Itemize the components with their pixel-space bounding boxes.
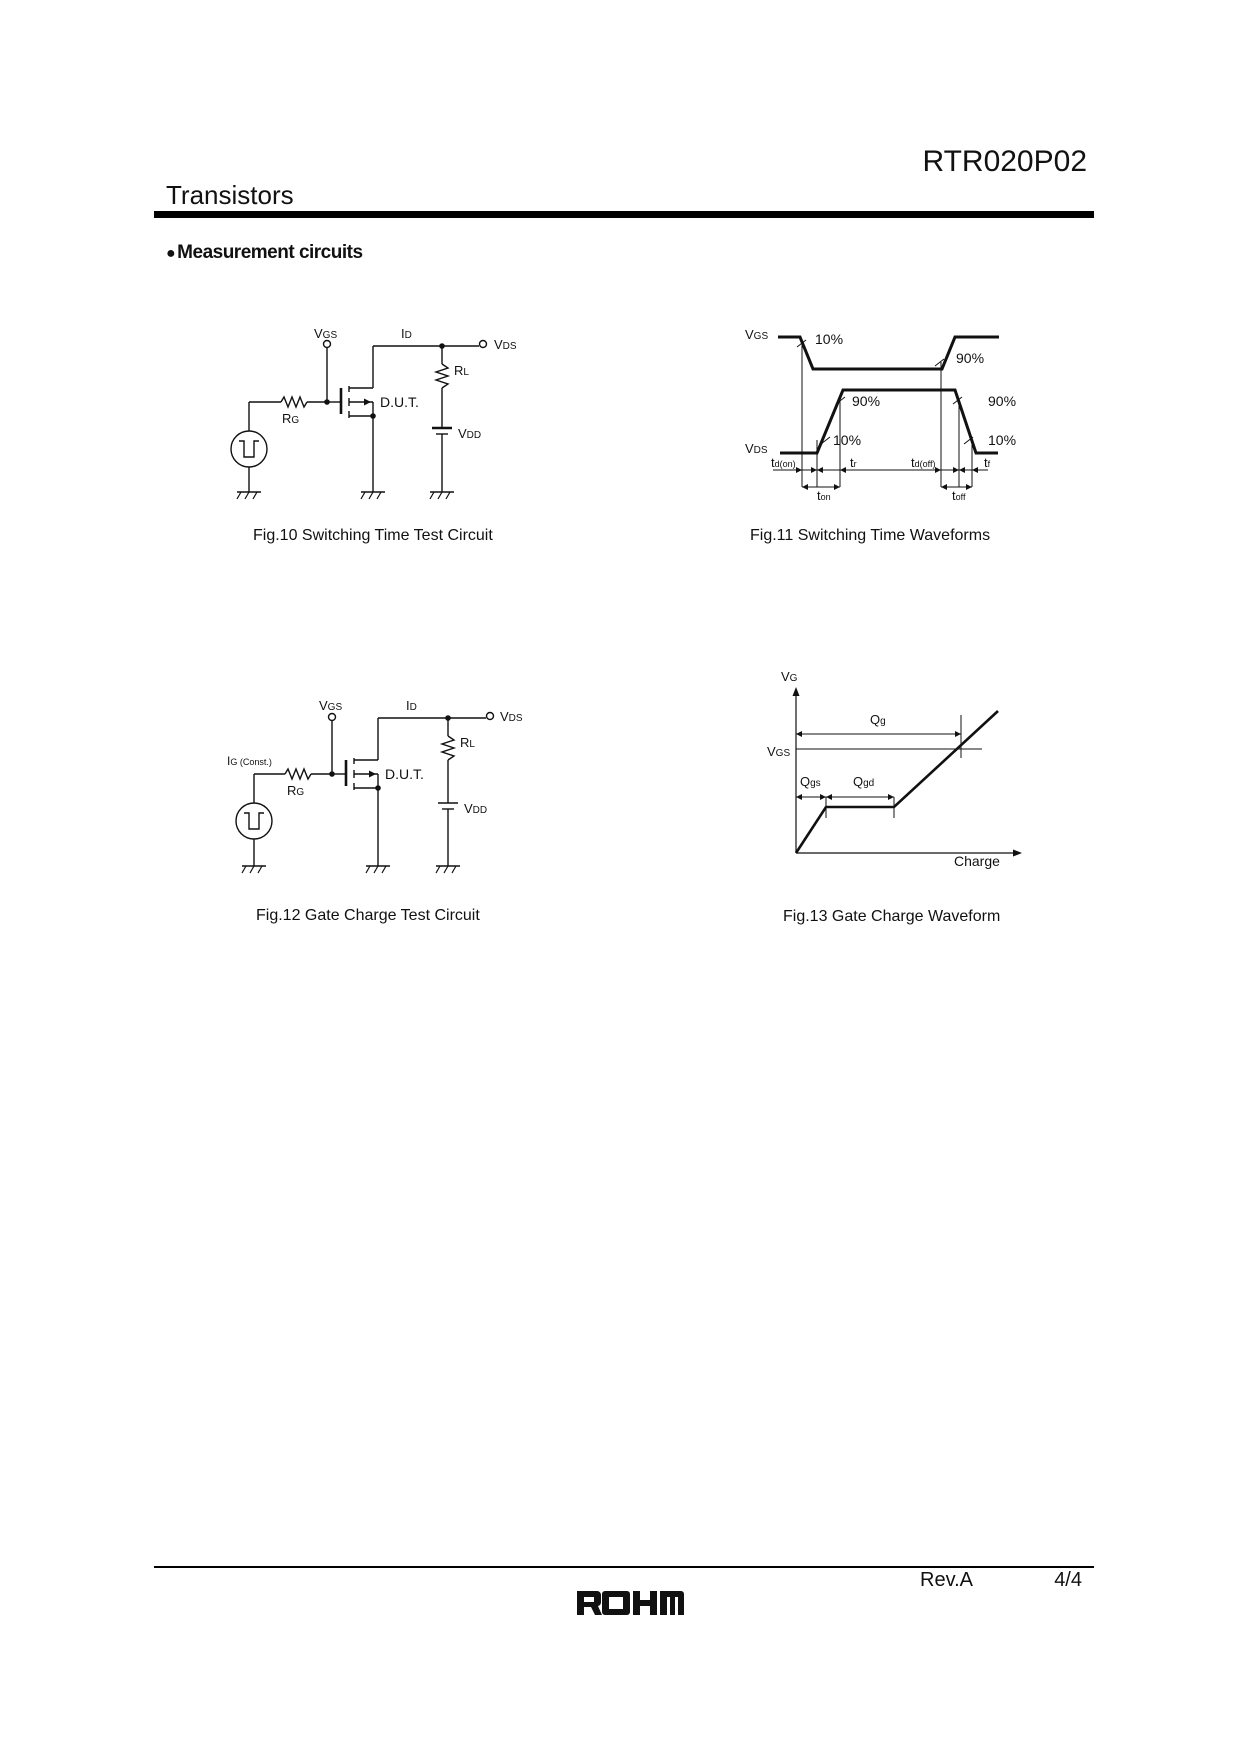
fig10-vds-label: VDS <box>494 337 517 352</box>
fig10-id-label: ID <box>401 326 412 341</box>
page-number: 4/4 <box>1054 1569 1082 1591</box>
fig10-dut-label: D.U.T. <box>380 394 419 410</box>
fig10-vdd-label: VDD <box>458 426 482 441</box>
category-title: Transistors <box>166 180 294 210</box>
fig11-90pct-vds-label: 90% <box>852 393 881 409</box>
rohm-logo-text: ROHM <box>575 1588 579 1589</box>
fig12-caption: Fig.12 Gate Charge Test Circuit <box>256 907 480 924</box>
revision-label: Rev.A <box>920 1569 973 1591</box>
fig10-vgs-label: VGS <box>314 326 338 341</box>
fig12-vds-label: VDS <box>500 709 523 724</box>
fig12-vgs-label: VGS <box>319 698 343 713</box>
fig11-vds-label: VDS <box>745 441 768 456</box>
bullet-icon: ● <box>166 245 176 262</box>
fig10-rg-label: RG <box>282 411 300 426</box>
part-number: RTR020P02 <box>922 145 1087 178</box>
fig10-caption: Fig.10 Switching Time Test Circuit <box>253 527 493 544</box>
fig12-dut-label: D.U.T. <box>385 766 424 782</box>
fig11-10pct-vds-right-label: 10% <box>988 432 1017 448</box>
fig12-rl-label: RL <box>460 735 475 750</box>
fig13-vgs-label: VGS <box>767 744 791 759</box>
fig11-10pct-fall-label: 10% <box>815 331 844 347</box>
fig11-tf-label: tf <box>984 455 991 470</box>
fig13-caption: Fig.13 Gate Charge Waveform <box>783 908 1001 925</box>
fig12-id-label: ID <box>406 698 417 713</box>
fig11-toff-label: toff <box>952 488 966 503</box>
fig11-tr-label: tr <box>850 455 857 470</box>
fig10-rl-label: RL <box>454 363 469 378</box>
section-title: Measurement circuits <box>177 242 363 263</box>
fig12-vdd-label: VDD <box>464 801 488 816</box>
fig11-tdon-label: td(on) <box>771 455 796 470</box>
fig11-ton-label: ton <box>817 488 831 503</box>
fig11-90pct-rise-label: 90% <box>956 350 985 366</box>
fig11-caption: Fig.11 Switching Time Waveforms <box>750 527 991 544</box>
fig13-vg-label: VG <box>781 669 798 684</box>
rohm-logo <box>575 1588 685 1618</box>
fig11-tdoff-label: td(off) <box>911 455 936 470</box>
fig12-rg-label: RG <box>287 783 305 798</box>
footer-rule <box>154 1566 1094 1568</box>
fig13-qg-label: Qg <box>870 712 886 727</box>
fig13-charge-label: Charge <box>954 853 1000 869</box>
fig13-qgd-label: Qgd <box>853 774 875 789</box>
fig11-vgs-label: VGS <box>745 327 769 342</box>
fig11-10pct-vds-label: 10% <box>833 432 862 448</box>
fig12-ig-label: IG (Const.) <box>227 754 272 768</box>
fig13-qgs-label: Qgs <box>800 774 821 789</box>
fig11-90pct-vds-right-label: 90% <box>988 393 1017 409</box>
